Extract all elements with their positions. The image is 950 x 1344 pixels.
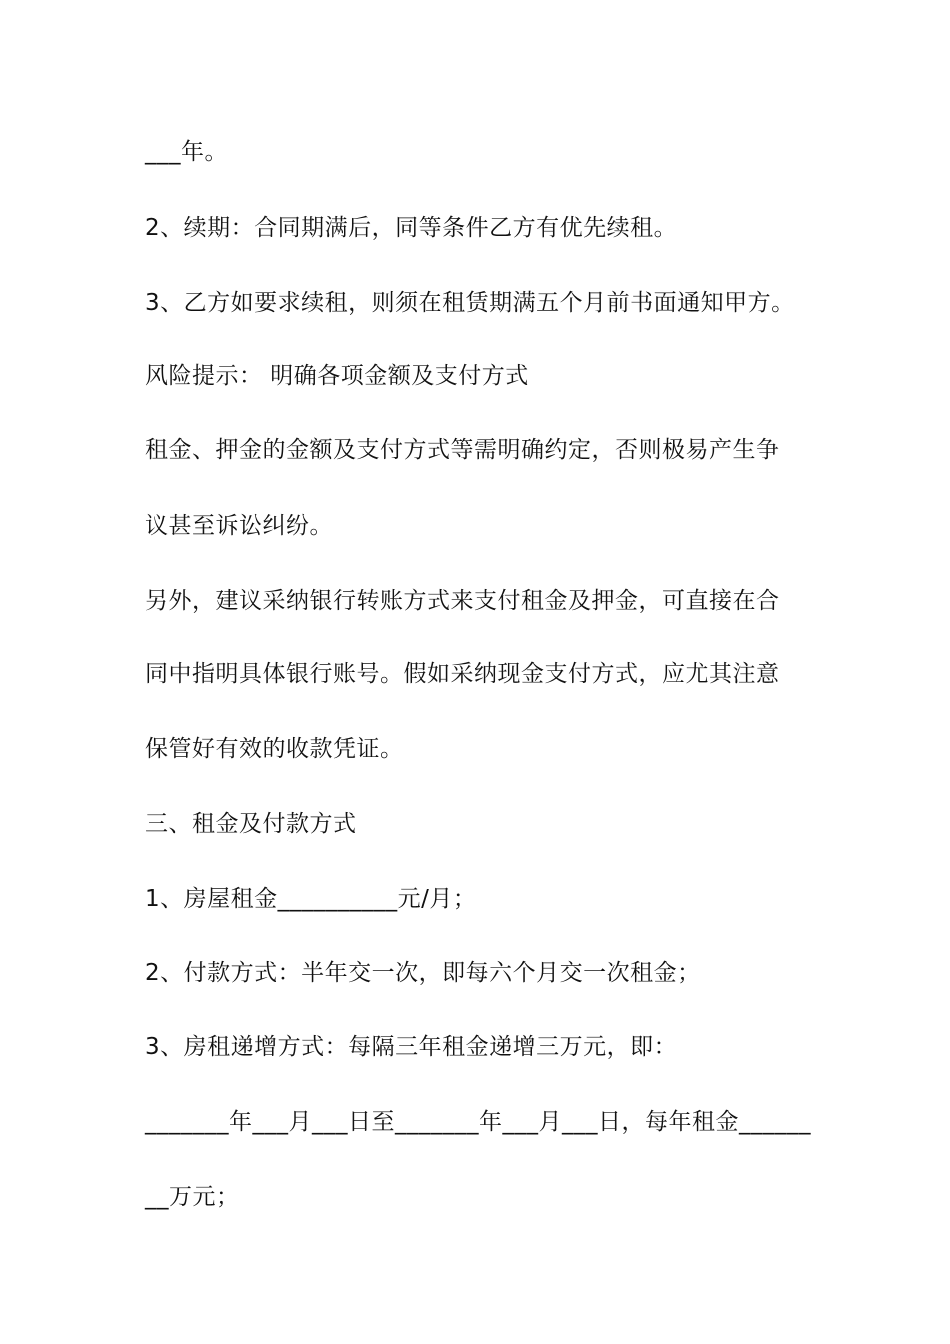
text-line: 1、房屋租金__________元/月； <box>145 886 477 912</box>
text-line: 保管好有效的收款凭证。 <box>145 736 404 762</box>
section-heading: 三、租金及付款方式 <box>145 811 357 837</box>
text-line: 2、付款方式：半年交一次，即每六个月交一次租金； <box>145 960 701 986</box>
text-line: 议甚至诉讼纠纷。 <box>145 513 333 539</box>
section-heading: 风险提示： 明确各项金额及支付方式 <box>145 363 529 389</box>
text-line: 2、续期：合同期满后，同等条件乙方有优先续租。 <box>145 215 678 241</box>
text-line: 3、房租递增方式：每隔三年租金递增三万元，即： <box>145 1034 678 1060</box>
text-line: 3、乙方如要求续租，则须在租赁期满五个月前书面通知甲方。 <box>145 290 795 316</box>
text-line: 另外，建议采纳银行转账方式来支付租金及押金，可直接在合 <box>145 588 780 614</box>
text-line: 同中指明具体银行账号。假如采纳现金支付方式，应尤其注意 <box>145 661 780 687</box>
text-line: ___年。 <box>145 139 228 165</box>
text-line: _______年___月___日至_______年___月___日，每年租金______ <box>145 1109 811 1135</box>
text-line: 租金、押金的金额及支付方式等需明确约定，否则极易产生争 <box>145 437 780 463</box>
text-line: __万元； <box>145 1184 240 1210</box>
